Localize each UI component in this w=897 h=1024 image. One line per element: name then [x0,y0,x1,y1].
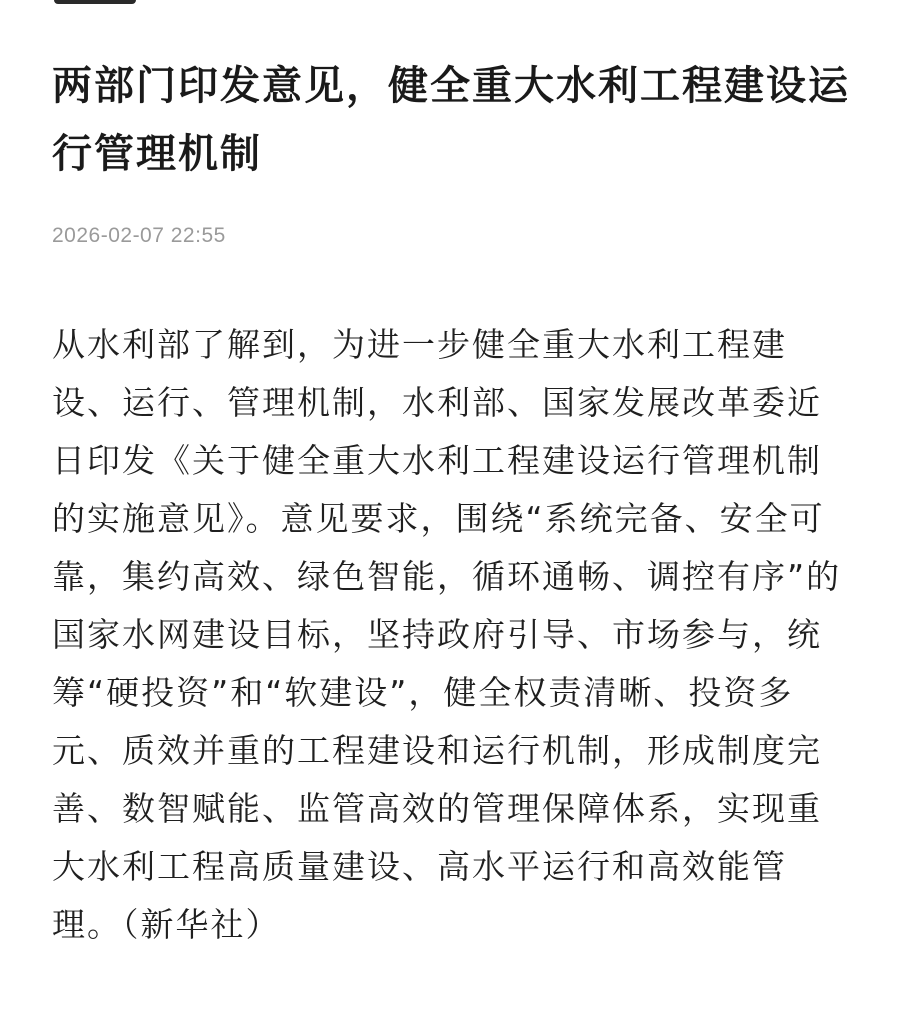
article [52,52,852,954]
publish-timestamp: 2026-02-07 22:55 [52,224,226,247]
top-toolbar-remnant [54,0,136,4]
article-body: 从水利部了解到，为进一步健全重大水利工程建设、运行、管理机制，水利部、国家发展改革委近日印发《关于健全重大水利工程建设运行管理机制的实施意见》。意见要求，围绕“系统完备、安全可靠，集约高效、绿色智能，循环通畅、调控有序”的国家水网建设目标，坚持政府引导、市场参与，统筹“硬投资”和“软建设”，健全权责清晰、投资多元、质效并重的工程建设和运行机制，形成制度完善、数智赋能、监管高效的管理保障体系，实现重大水利工程高质量建设、高水平运行和高效能管理。（新华社） [52,325,842,944]
article-title: 两部门印发意见，健全重大水利工程建设运行管理机制 [52,63,850,177]
